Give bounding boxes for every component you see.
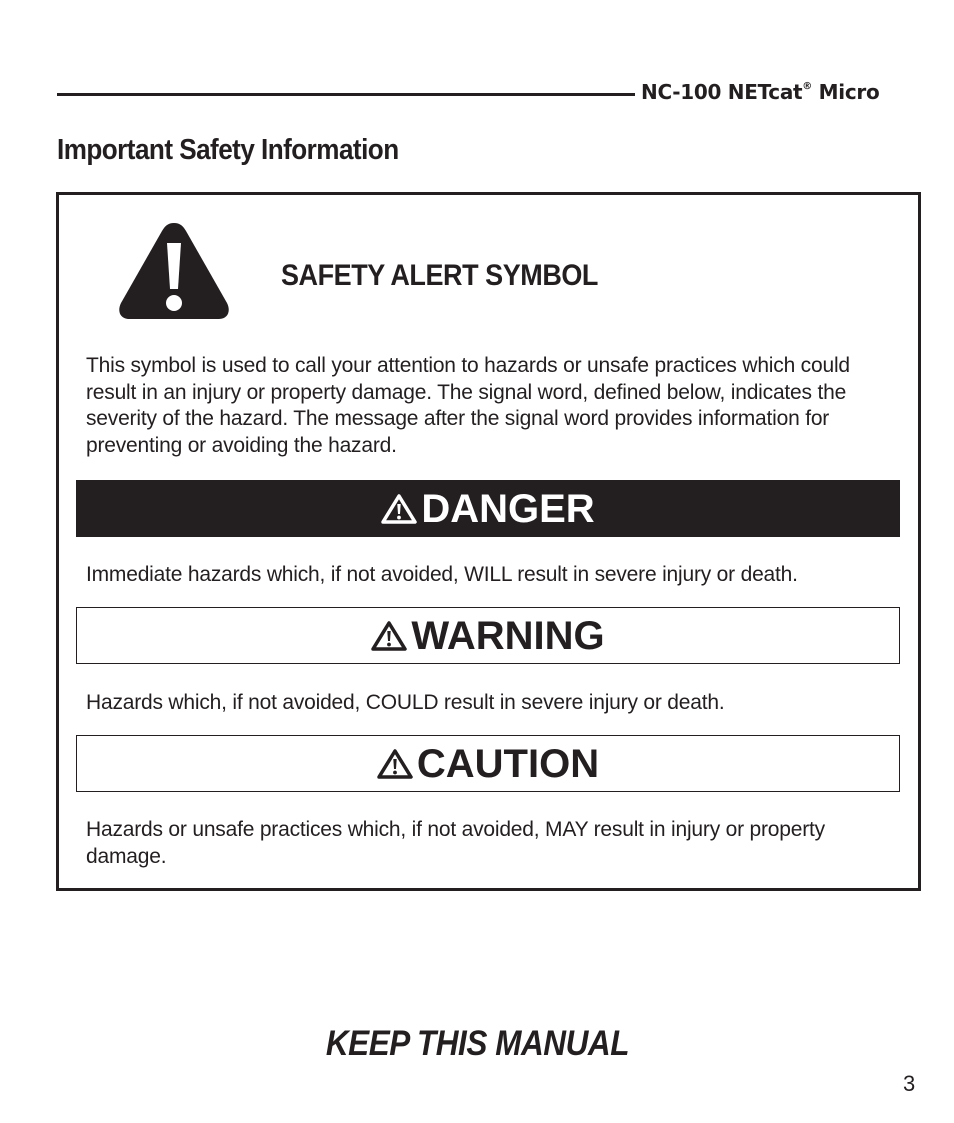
- safety-info-box: [56, 192, 921, 891]
- warning-banner: [76, 607, 900, 664]
- caution-banner: [76, 735, 900, 792]
- caution-description: Hazards or unsafe practices which, if not avoided, MAY result in injury or property damage.: [86, 818, 825, 868]
- warning-alert-icon: [371, 621, 407, 651]
- warning-label: WARNING: [411, 613, 605, 658]
- page-title: Important Safety Information: [57, 134, 399, 166]
- safety-alert-description: This symbol is used to call your attention to hazards or unsafe practices which could result in an injury or property damage. The signal word, defined below, indicates the severity of the hazard. The message after the signal word provides information for preventing or avoiding the hazard.: [86, 354, 850, 457]
- keep-manual-text: KEEP THIS MANUAL: [325, 1024, 629, 1063]
- safety-alert-heading: SAFETY ALERT SYMBOL: [281, 259, 598, 292]
- danger-label: DANGER: [421, 486, 595, 531]
- warning-description: Hazards which, if not avoided, COULD result in severe injury or death.: [86, 691, 725, 714]
- caution-label: CAUTION: [416, 741, 600, 786]
- keep-manual-notice: [0, 1024, 954, 1064]
- product-suffix: Micro: [812, 80, 880, 104]
- danger-description: Immediate hazards which, if not avoided, WILL result in severe injury or death.: [86, 563, 798, 586]
- header-rule: [57, 93, 635, 96]
- danger-banner: [76, 480, 900, 537]
- danger-warning-icon: [381, 494, 417, 524]
- caution-alert-icon: [377, 749, 413, 779]
- page-number: 3: [903, 1071, 916, 1096]
- registered-mark: ®: [802, 81, 812, 93]
- product-header: [641, 80, 879, 104]
- warning-triangle-icon: [116, 219, 232, 323]
- product-name: NC-100 NETcat: [641, 80, 803, 104]
